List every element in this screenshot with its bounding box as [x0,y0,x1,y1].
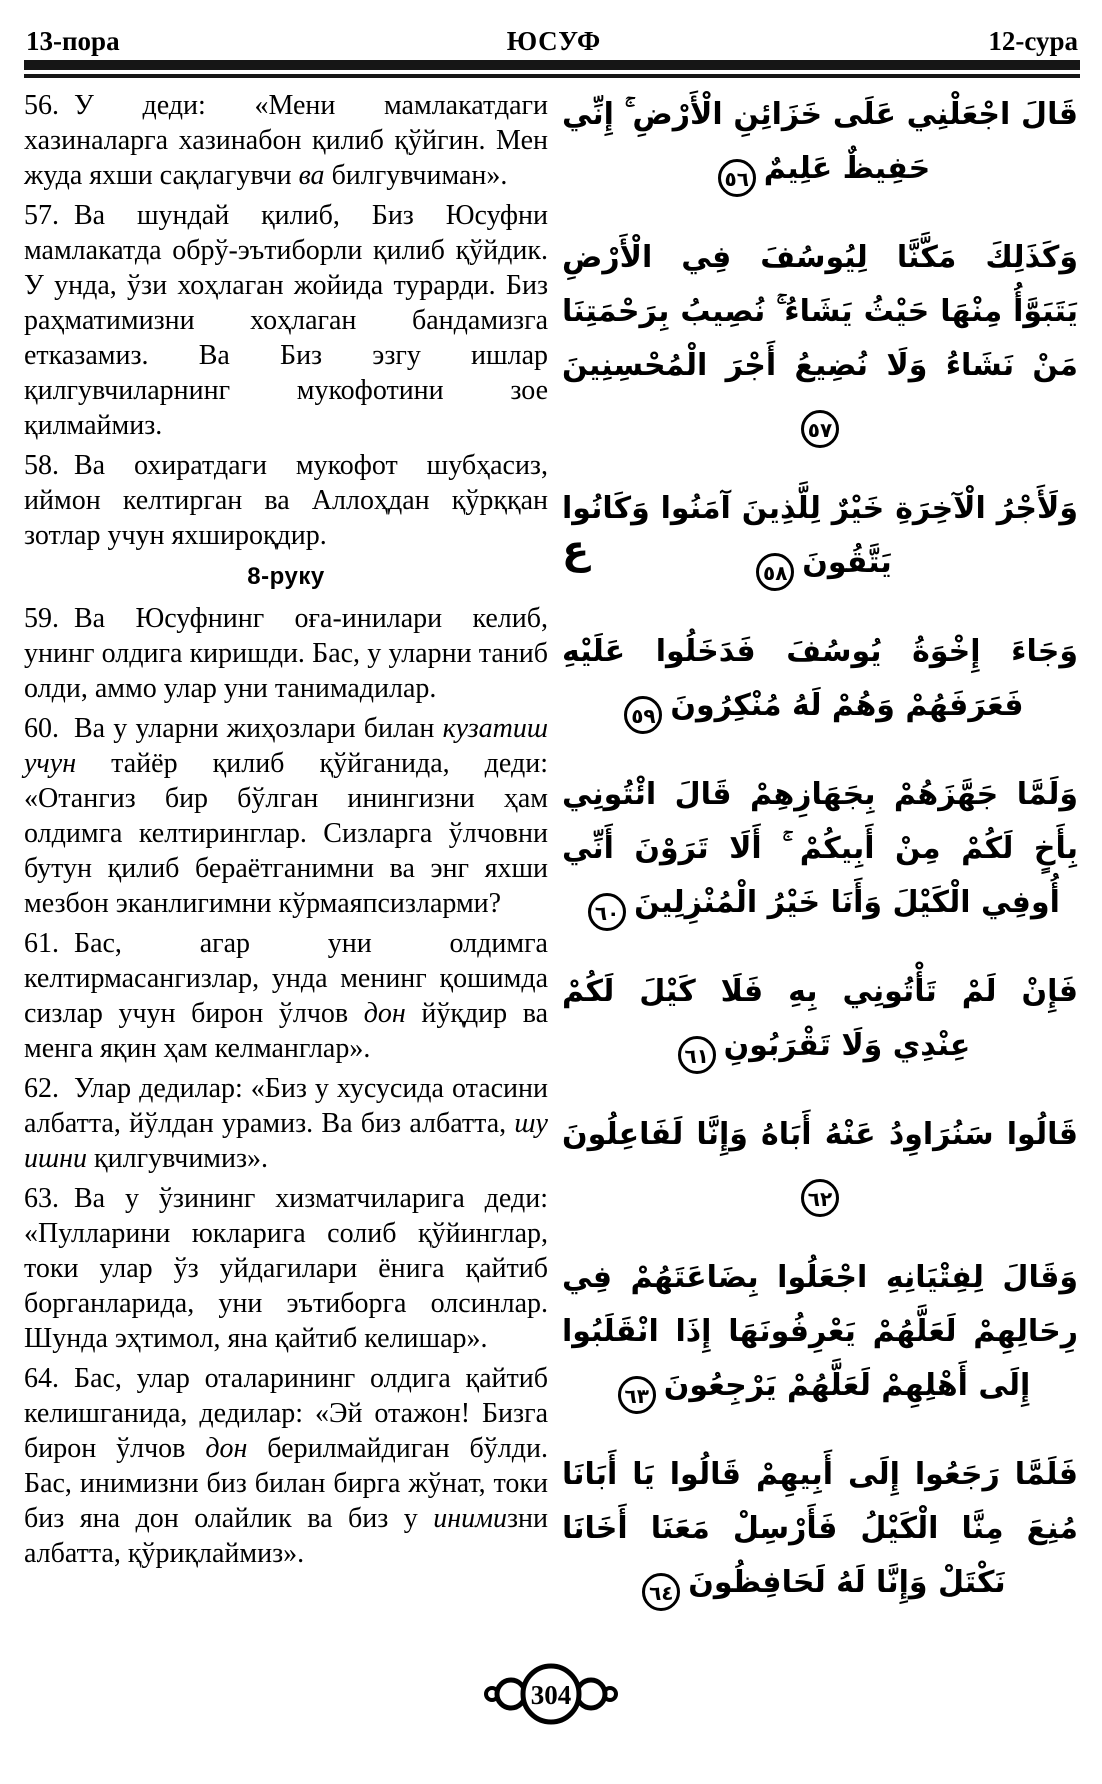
verse-number: 62. [24,1073,59,1104]
page-number-ornament [482,1661,620,1732]
arabic-text: فَلَمَّا رَجَعُوا إِلَى أَبِيهِمْ قَالُوا يَا أَبَانَا مُنِعَ مِنَّا الْكَيْلُ فَأَرْسِلْ مَعَنَا أَخَانَا نَكْتَلْ وَإِنَّا لَهُ لَحَافِظُونَ [562,1457,1078,1600]
arabic-ayah-59 [562,625,1078,734]
ruku-ain-marker: ع [562,527,590,573]
ayah-number-circle: ٥٦ [718,159,756,197]
header-surah-title: ЮСУФ [506,26,602,56]
arabic-ayah-58 [562,482,1078,591]
verse-number: 58. [24,450,59,481]
arabic-text: فَإِنْ لَمْ تَأْتُونِي بِهِ فَلَا كَيْلَ لَكُمْ عِنْدِي وَلَا تَقْرَبُونِ [562,974,1078,1063]
verse-number: 60. [24,713,59,744]
two-column-body [24,88,1080,1645]
ayah-number-circle: ٦٠ [588,893,626,931]
arabic-text: وَلَأَجْرُ الْآخِرَةِ خَيْرٌ لِلَّذِينَ آمَنُوا وَكَانُوا يَتَّقُونَ [562,491,1078,580]
verse-number: 61. [24,928,59,959]
arabic-text: وَجَاءَ إِخْوَةُ يُوسُفَ فَدَخَلُوا عَلَيْهِ فَعَرَفَهُمْ وَهُمْ لَهُ مُنْكِرُونَ [562,634,1078,723]
uzbek-verse-61 [24,926,548,1066]
verse-text: Ва у уларни жиҳозлари билан кузатиш учун тайёр қилиб қўйганида, деди: «Отангиз бир бўлган инингизни ҳам олдимга келтиринглар. Сизларга ўлчовни бутун қилиб бераётганимни ва энг яхши мезбон эканлигимни кўрмаяпсизларми? [24,713,548,919]
ruku-section-heading: 8-руку [247,563,325,590]
arabic-text: وَقَالَ لِفِتْيَانِهِ اجْعَلُوا بِضَاعَتَهُمْ فِي رِحَالِهِمْ لَعَلَّهُمْ يَعْرِفُونَهَا إِذَا انْقَلَبُوا إِلَى أَهْلِهِمْ لَعَلَّهُمْ يَرْجِعُونَ [562,1260,1078,1403]
translation-column [24,88,548,1645]
verse-text: У деди: «Мени мамлакатдаги хазиналарга хазинабон қилиб қўйгин. Мен жуда яхши сақлагувчи ва билгувчиман». [24,90,548,191]
verse-text: Ва шундай қилиб, Биз Юсуфни мамлакатда обрў-эътиборли қилиб қўйдик. У унда, ўзи хоҳлаган жойида турарди. Биз раҳматимизни хоҳлаган бандамизга етказамиз. Ва Биз эзгу ишлар қилгувчиларнинг мукофотини зое қилмаймиз. [24,200,548,441]
uzbek-verse-59 [24,601,548,706]
header-double-rule [24,60,1080,78]
ayah-number-circle: ٥٨ [756,553,794,591]
arabic-column [562,88,1078,1645]
ayah-number-circle: ٥٧ [801,410,839,448]
verse-text: Ва Юсуфнинг оға-инилари келиб, унинг олдига киришди. Бас, у уларни таниб олди, аммо улар уни танимадилар. [24,603,548,704]
uzbek-verse-56 [24,88,548,193]
verse-number: 57. [24,200,59,231]
arabic-ayah-57 [562,231,1078,448]
arabic-ayah-64 [562,1448,1078,1611]
uzbek-verse-64 [24,1361,548,1571]
arabic-ayah-62 [562,1108,1078,1217]
ayah-number-circle: ٦٣ [618,1376,656,1414]
ayah-number-circle: ٦١ [678,1036,716,1074]
verse-number: 56. [24,90,59,121]
verse-number: 59. [24,603,59,634]
uzbek-verse-62 [24,1071,548,1176]
verse-text: Улар дедилар: «Биз у хусусида отасини албатта, йўлдан урамиз. Ва биз албатта, шу ишни қилгувчимиз». [24,1073,548,1174]
uzbek-verse-63 [24,1181,548,1356]
verse-text: Ва у ўзининг хизматчиларига деди: «Пулларини юкларига солиб қўйинглар, токи улар ўз уйдагилари ёнига қайтиб борганларида, уни эътиборга олсинлар. Шунда эҳтимол, яна қайтиб келишар». [24,1183,548,1354]
page-header [24,26,1080,56]
arabic-text: قَالَ اجْعَلْنِي عَلَى خَزَائِنِ الْأَرْضِ ۚ إِنِّي حَفِيظٌ عَلِيمٌ [562,97,1078,186]
ornament-cloud-shape [482,1661,620,1727]
arabic-text: وَكَذَلِكَ مَكَّنَّا لِيُوسُفَ فِي الْأَرْضِ يَتَبَوَّأُ مِنْهَا حَيْثُ يَشَاءُ ۚ نُصِيبُ بِرَحْمَتِنَا مَنْ نَشَاءُ وَلَا نُضِيعُ أَجْرَ الْمُحْسِنِينَ [562,240,1078,383]
verse-number: 63. [24,1183,59,1214]
page-number: 304 [530,1680,572,1710]
arabic-ayah-56 [562,88,1078,197]
arabic-ayah-61 [562,965,1078,1074]
uzbek-verse-58 [24,448,548,553]
ayah-number-circle: ٥٩ [624,696,662,734]
arabic-ayah-63 [562,1251,1078,1414]
ayah-number-circle: ٦٢ [801,1179,839,1217]
uzbek-verse-57 [24,198,548,443]
arabic-ayah-60 [562,768,1078,931]
verse-text: Бас, агар уни олдимга келтирмасангизлар, унда менинг қошимда сизлар учун бирон ўлчов дон йўқдир ва менга яқин ҳам келманглар». [24,928,548,1064]
verse-text: Бас, улар оталарининг олдига қайтиб келишганида, дедилар: «Эй отажон! Бизга бирон ўлчов дон берилмайдиган бўлди. Бас, инимизни биз билан бирга жўнат, токи биз яна дон олайлик ва биз у инимизни албатта, қўриқлаймиз». [24,1363,548,1569]
ayah-number-circle: ٦٤ [642,1573,680,1611]
uzbek-verse-60 [24,711,548,921]
arabic-text: قَالُوا سَنُرَاوِدُ عَنْهُ أَبَاهُ وَإِنَّا لَفَاعِلُونَ [562,1117,1078,1152]
header-juz-label: 13-пора [26,26,120,56]
header-surah-number: 12-сура [988,26,1078,56]
verse-number: 64. [24,1363,59,1394]
arabic-text: وَلَمَّا جَهَّزَهُمْ بِجَهَازِهِمْ قَالَ ائْتُونِي بِأَخٍ لَكُمْ مِنْ أَبِيكُمْ ۚ أَلَا تَرَوْنَ أَنِّي أُوفِي الْكَيْلَ وَأَنَا خَيْرُ الْمُنْزِلِينَ [562,777,1078,920]
verse-text: Ва охиратдаги мукофот шубҳасиз, иймон келтирган ва Аллоҳдан қўрққан зотлар учун яхшироқдир. [24,450,548,551]
